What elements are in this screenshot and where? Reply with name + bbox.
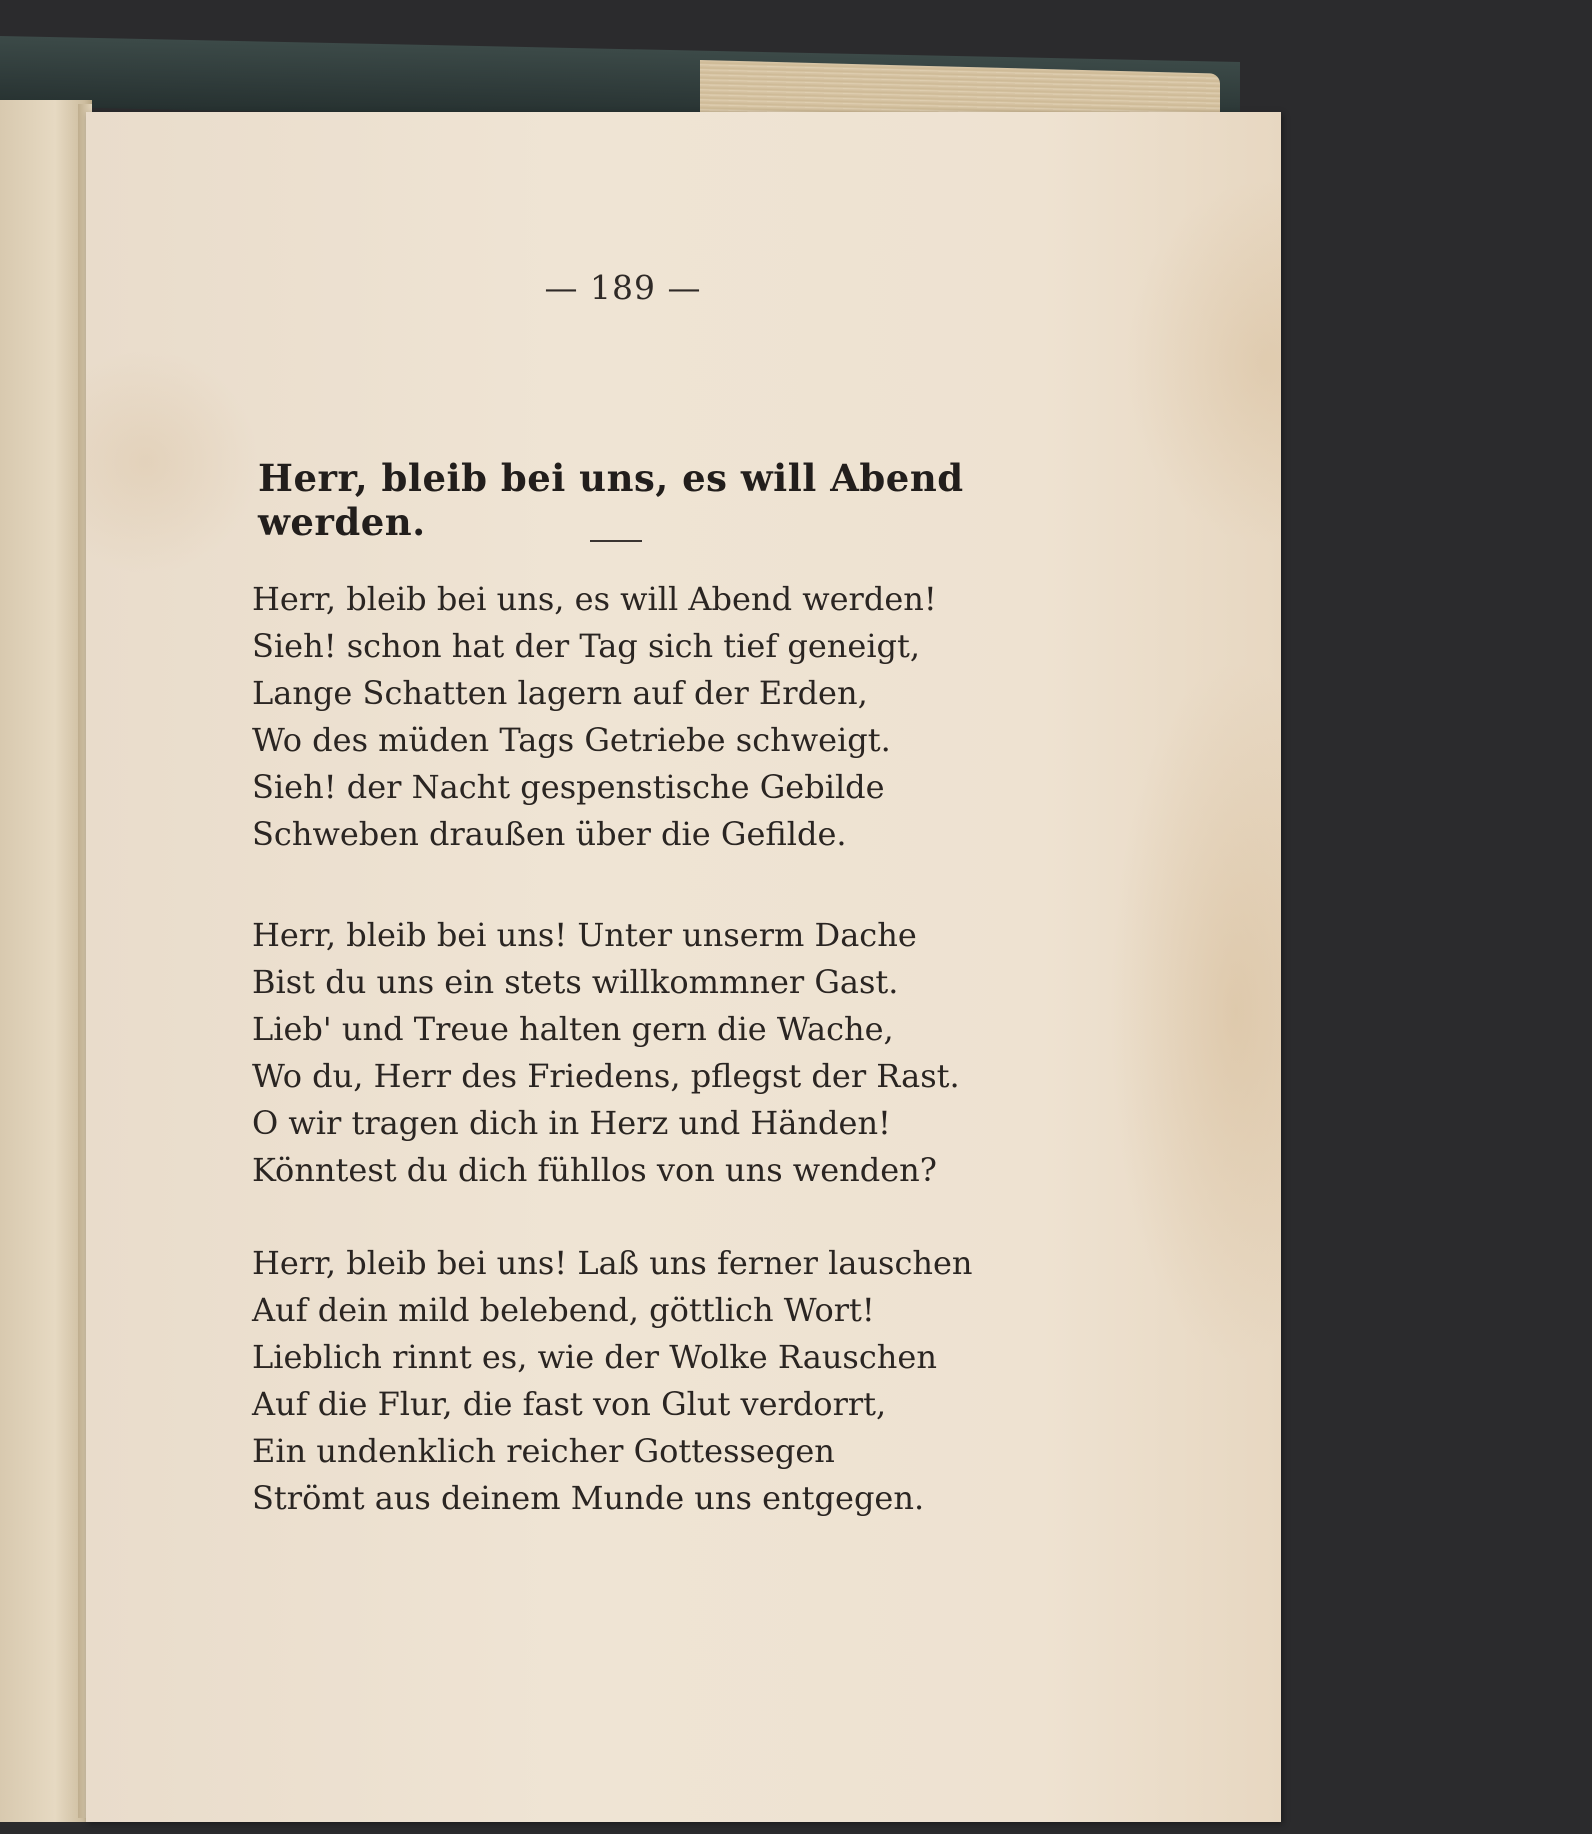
poem-title: Herr, bleib bei uns, es will Abend werden. (258, 456, 964, 544)
poem-line: O wir tragen dich in Herz und Händen! (252, 1104, 891, 1142)
poem-line: Auf die Flur, die fast von Glut verdorrt, (252, 1385, 887, 1423)
poem-line: Herr, bleib bei uns! Laß uns ferner lauschen (252, 1244, 973, 1282)
poem-line: Wo du, Herr des Friedens, pflegst der Rast. (252, 1057, 960, 1095)
book-page (86, 112, 1281, 1822)
poem-line: Lieb' und Treue halten gern die Wache, (252, 1010, 894, 1048)
poem-line: Ein undenklich reicher Gottessegen (252, 1432, 835, 1470)
poem-line: Sieh! der Nacht gespenstische Gebilde (252, 768, 885, 806)
poem-line: Strömt aus deinem Munde uns entgegen. (252, 1479, 925, 1517)
poem-line: Lange Schatten lagern auf der Erden, (252, 674, 868, 712)
page-number: — 189 — (544, 268, 702, 307)
poem-line: Herr, bleib bei uns, es will Abend werden! (252, 580, 937, 618)
poem-line: Wo des müden Tags Getriebe schweigt. (252, 721, 891, 759)
title-divider (590, 540, 642, 542)
poem-line: Schweben draußen über die Gefilde. (252, 815, 847, 853)
stanza-3 (252, 1240, 1152, 1522)
stanza-2 (252, 912, 1152, 1194)
poem-line: Könntest du dich fühllos von uns wenden? (252, 1151, 937, 1189)
poem-line: Bist du uns ein stets willkommner Gast. (252, 963, 899, 1001)
poem-line: Auf dein mild belebend, göttlich Wort! (252, 1291, 875, 1329)
poem-line: Lieblich rinnt es, wie der Wolke Rauschen (252, 1338, 937, 1376)
poem-line: Sieh! schon hat der Tag sich tief geneigt, (252, 627, 921, 665)
stanza-1 (252, 576, 1152, 858)
page-text (86, 112, 1281, 1822)
poem-line: Herr, bleib bei uns! Unter unserm Dache (252, 916, 917, 954)
